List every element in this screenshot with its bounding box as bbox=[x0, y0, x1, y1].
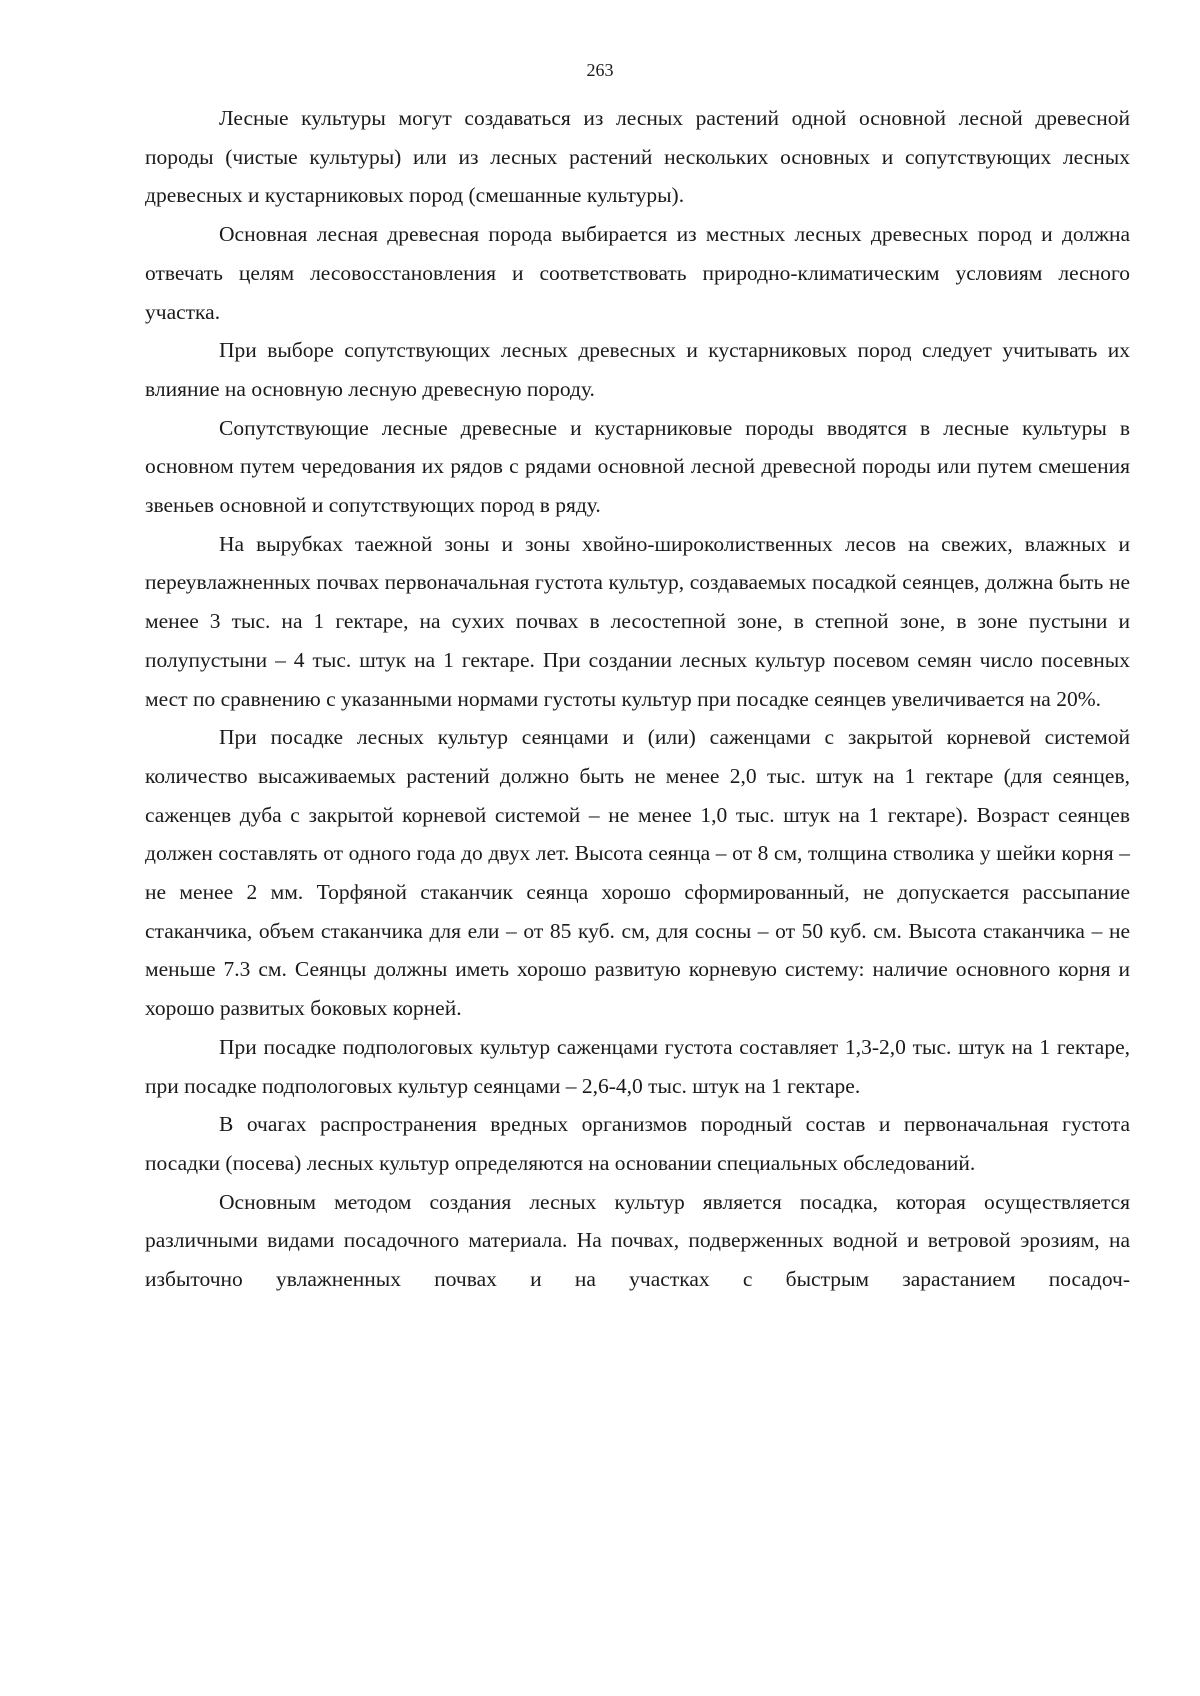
paragraph: В очагах распространения вредных организмов породный состав и первоначальная густота посадки (посева) лесных культур определяются на основании специальных обследований. bbox=[145, 1112, 1130, 1175]
paragraph: На вырубках таежной зоны и зоны хвойно-широколиственных лесов на свежих, влажных и переувлажненных почвах первоначальная густота культур, создаваемых посадкой сеянцев, должна быть не менее 3 тыс. на 1 гектаре, на сухих почвах в лесостепной зоне, в степной зоне, в зоне пустыни и полупустыни – 4 тыс. штук на 1 гектаре. При создании лесных культур посевом семян число посевных мест по сравнению с указанными нормами густоты культур при посадке сеянцев увеличивается на 20%. bbox=[145, 531, 1130, 711]
paragraph: При выборе сопутствующих лесных древесных и кустарниковых пород следует учитывать их влияние на основную лесную древесную породу. bbox=[145, 338, 1130, 401]
paragraph: Лесные культуры могут создаваться из лесных растений одной основной лесной древесной породы (чистые культуры) или из лесных растений нескольких основных и сопутствующих лесных древесных и кустарниковых пород (смешанные культуры). bbox=[145, 106, 1130, 208]
paragraph: Основным методом создания лесных культур является посадка, которая осуществляется различными видами посадочного материала. На почвах, подверженных водной и ветровой эрозиям, на избыточно увлажненных почвах и на участках с быстрым зарастанием посадоч- bbox=[145, 1189, 1130, 1292]
paragraph: Основная лесная древесная порода выбирается из местных лесных древесных пород и должна отвечать целям лесовосстановления и соответствовать природно-климатическим условиям лесного участка. bbox=[145, 222, 1130, 324]
paragraph: При посадке лесных культур сеянцами и (или) саженцами с закрытой корневой системой количество высаживаемых растений должно быть не менее 2,0 тыс. штук на 1 гектаре (для сеянцев, саженцев дуба с закрытой корневой системой – не менее 1,0 тыс. штук на 1 гектаре). Возраст сеянцев должен составлять от одного года до двух лет. Высота сеянца – от 8 см, толщина стволика у шейки корня – не менее 2 мм. Торфяной стаканчик сеянца хорошо сформированный, не допускается рассыпание стаканчика, объем стаканчика для ели – от 85 куб. см, для сосны – от 50 куб. см. Высота стаканчика – не меньше 7.3 см. Сеянцы должны иметь хорошо развитую корневую систему: наличие основного корня и хорошо развитых боковых корней. bbox=[145, 725, 1130, 1021]
paragraph: При посадке подпологовых культур саженцами густота составляет 1,3-2,0 тыс. штук на 1 гектаре, при посадке подпологовых культур сеянцами – 2,6-4,0 тыс. штук на 1 гектаре. bbox=[145, 1034, 1130, 1098]
paragraph: Сопутствующие лесные древесные и кустарниковые породы вводятся в лесные культуры в основном путем чередования их рядов с рядами основной лесной древесной породы или путем смешения звеньев основной и сопутствующих пород в ряду. bbox=[145, 415, 1130, 518]
page-number: 263 bbox=[586, 60, 614, 80]
body-text bbox=[145, 99, 1130, 1299]
